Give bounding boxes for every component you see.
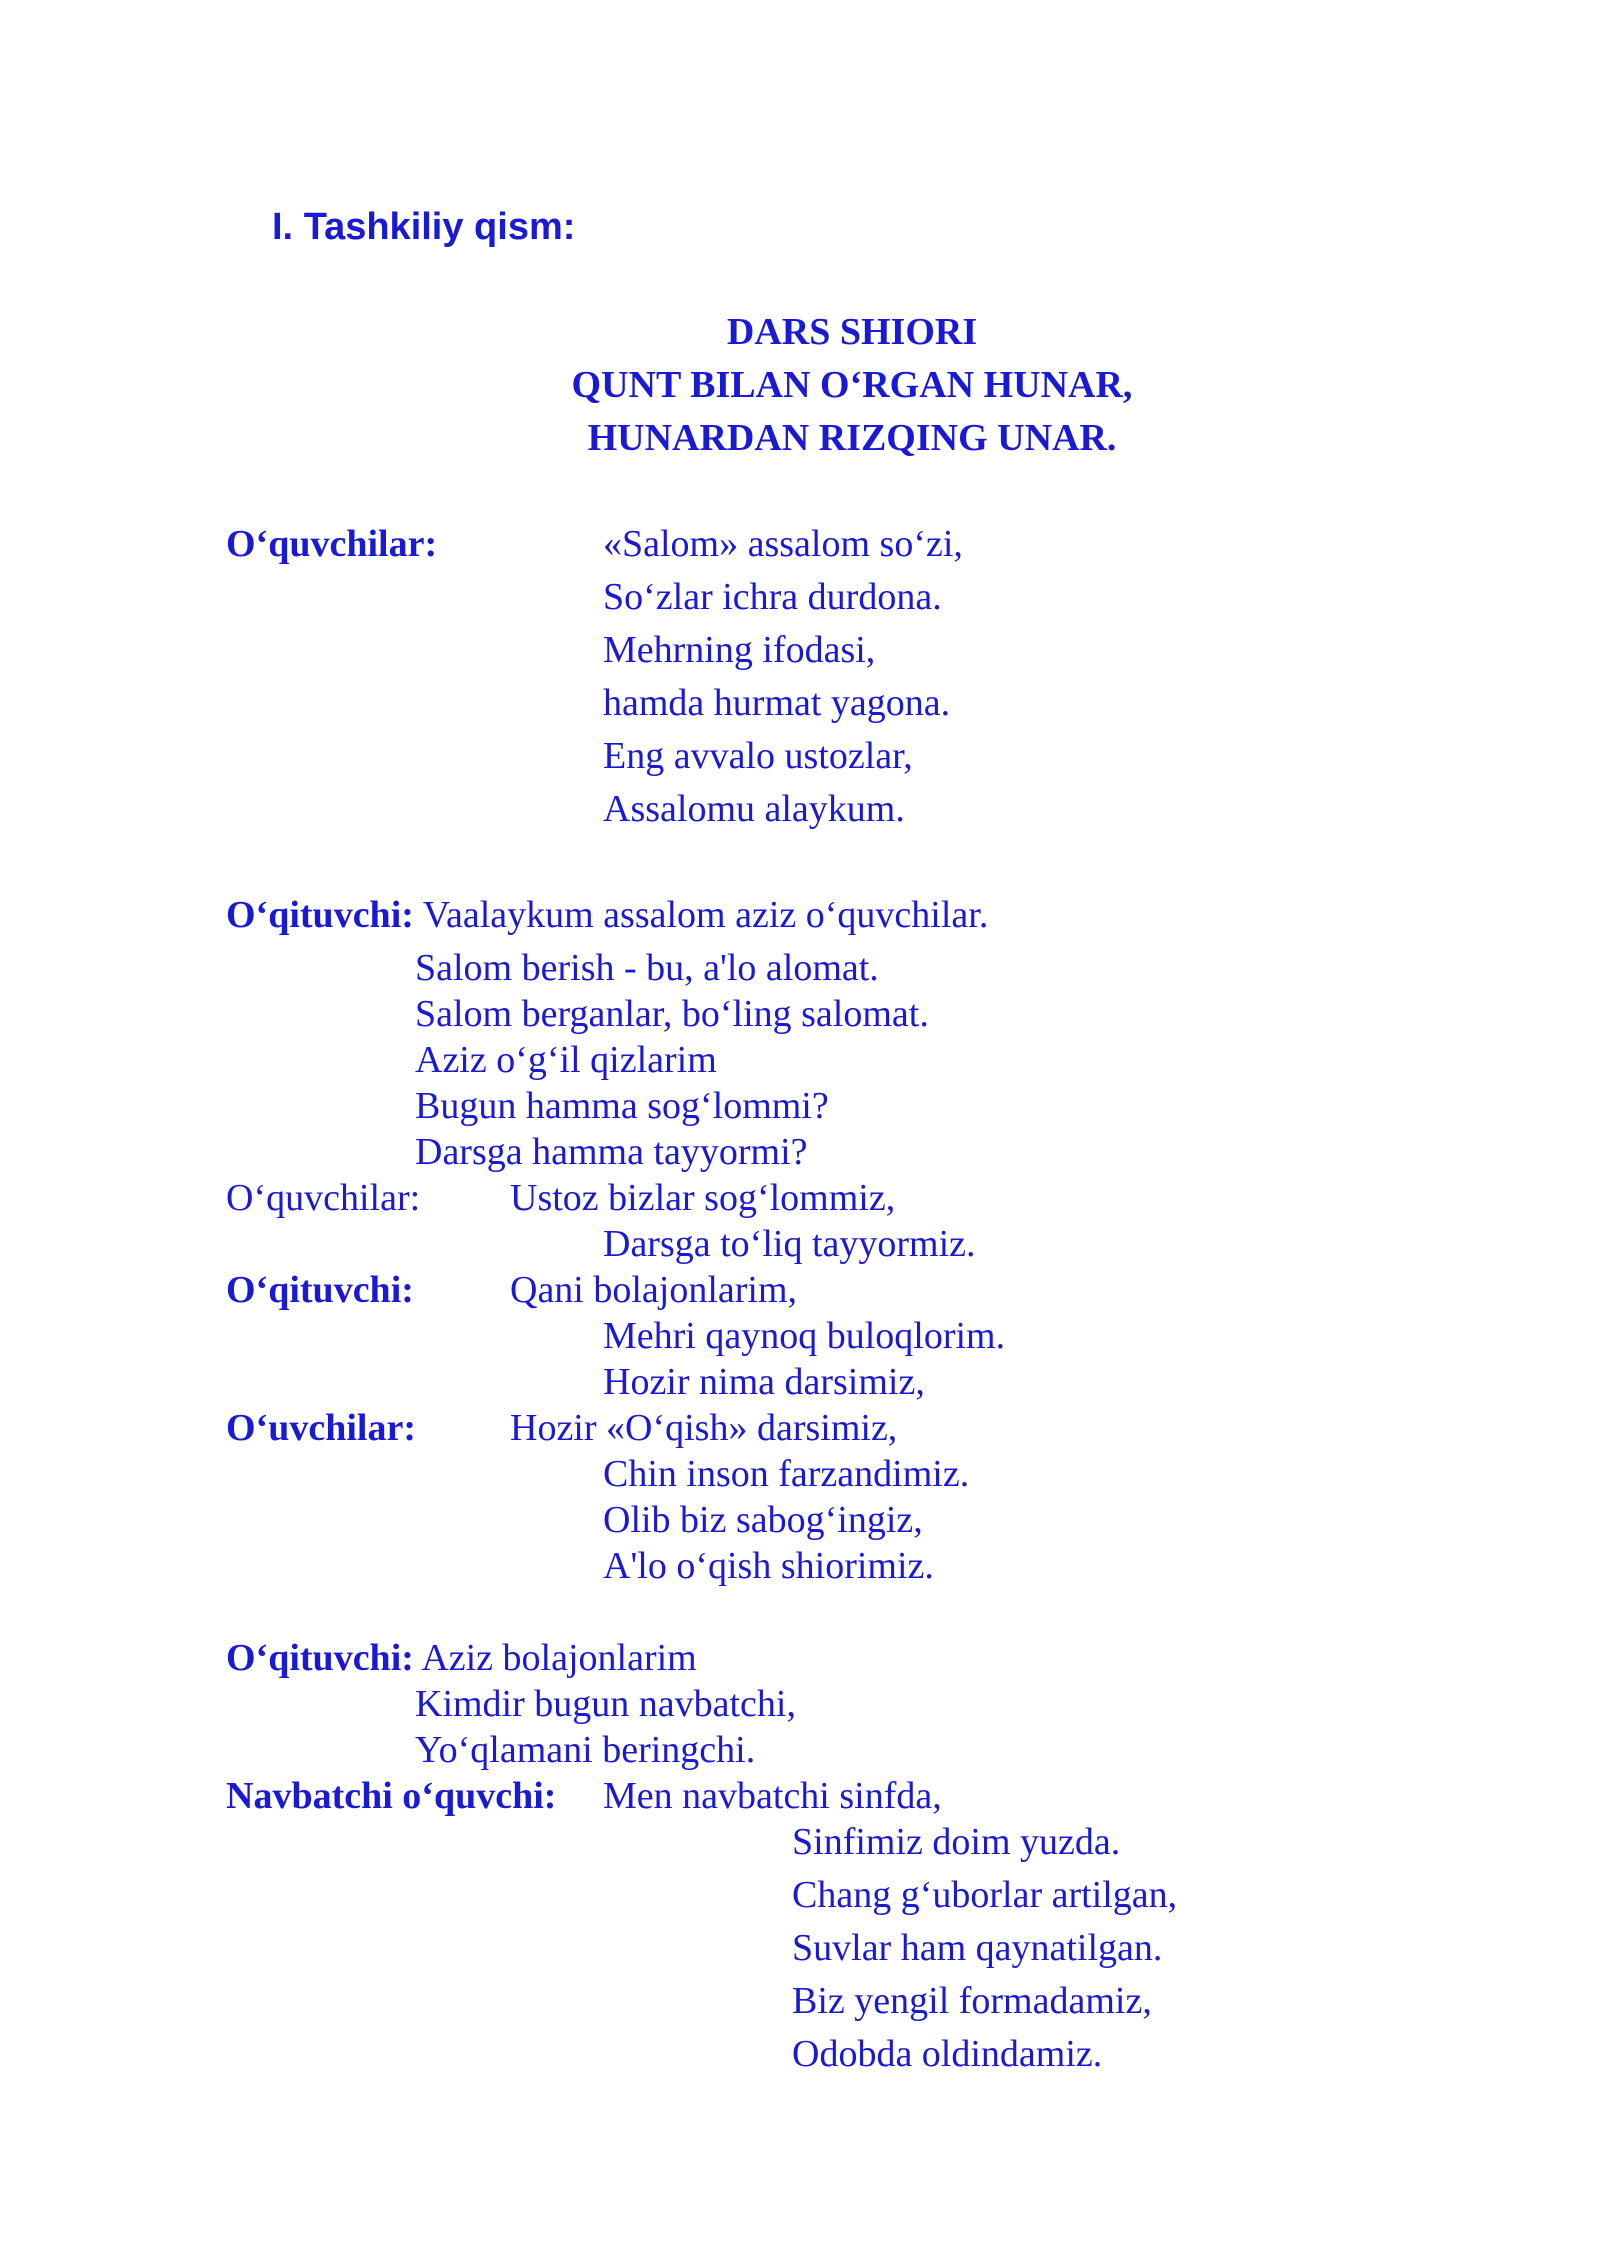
speaker-label: O‘qituvchi: [226,1637,414,1679]
verse-line: Aziz o‘g‘il qizlarim [415,1039,717,1081]
motto-line: HUNARDAN RIZQING UNAR. [587,417,1117,459]
verse-line: Mehri qaynoq buloqlorim. [603,1315,1006,1357]
dialogue-line [226,1636,697,1680]
speaker-label: O‘uvchilar: [226,1407,416,1449]
verse-line: Odobda oldindamiz. [792,2033,1103,2075]
verse-line: Yo‘qlamani beringchi. [415,1729,756,1771]
verse-line: Hozir «O‘qish» darsimiz, [510,1407,898,1449]
speaker-label: O‘qituvchi: [226,894,414,936]
verse-line: Ustoz bizlar sog‘lommiz, [510,1177,896,1219]
verse-line: Chin inson farzandimiz. [603,1453,970,1495]
verse-line: hamda hurmat yagona. [603,682,951,724]
verse-line: Aziz bolajonlarim [421,1637,697,1679]
verse-line: Eng avvalo ustozlar, [603,735,913,777]
verse-line: Vaalaykum assalom aziz o‘quvchilar. [422,894,989,936]
section-heading [272,205,575,249]
section-number: I. [272,206,294,248]
verse-line: Salom berish - bu, a'lo alomat. [415,947,879,989]
verse-line: Darsga to‘liq tayyormiz. [603,1223,976,1265]
verse-line: «Salom» assalom so‘zi, [603,523,963,565]
verse-line: Biz yengil formadamiz, [792,1980,1152,2022]
verse-line: So‘zlar ichra durdona. [603,576,942,618]
verse-line: A'lo o‘qish shiorimiz. [603,1545,934,1587]
motto-line: QUNT BILAN O‘RGAN HUNAR, [571,364,1133,406]
speaker-label: O‘qituvchi: [226,1269,414,1311]
verse-line: Mehrning ifodasi, [603,629,876,671]
motto-heading: DARS SHIORI [726,311,978,353]
verse-line: Chang g‘uborlar artilgan, [792,1874,1178,1916]
verse-line: Men navbatchi sinfda, [603,1775,942,1817]
verse-line: Qani bolajonlarim, [510,1269,798,1311]
section-title: Tashkiliy qism: [303,206,576,248]
dialogue-line [226,893,988,937]
verse-line: Kimdir bugun navbatchi, [415,1683,796,1725]
verse-line: Salom berganlar, bo‘ling salomat. [415,993,929,1035]
speaker-label: O‘quvchilar: [226,1177,421,1219]
verse-line: Darsga hamma tayyormi? [415,1131,808,1173]
verse-line: Assalomu alaykum. [603,788,905,830]
verse-line: Hozir nima darsimiz, [603,1361,925,1403]
speaker-label: O‘quvchilar: [226,523,438,565]
verse-line: Olib biz sabog‘ingiz, [603,1499,923,1541]
verse-line: Sinfimiz doim yuzda. [792,1821,1121,1863]
speaker-label: Navbatchi o‘quvchi: [226,1775,557,1817]
verse-line: Suvlar ham qaynatilgan. [792,1927,1163,1969]
verse-line: Bugun hamma sog‘lommi? [415,1085,829,1127]
